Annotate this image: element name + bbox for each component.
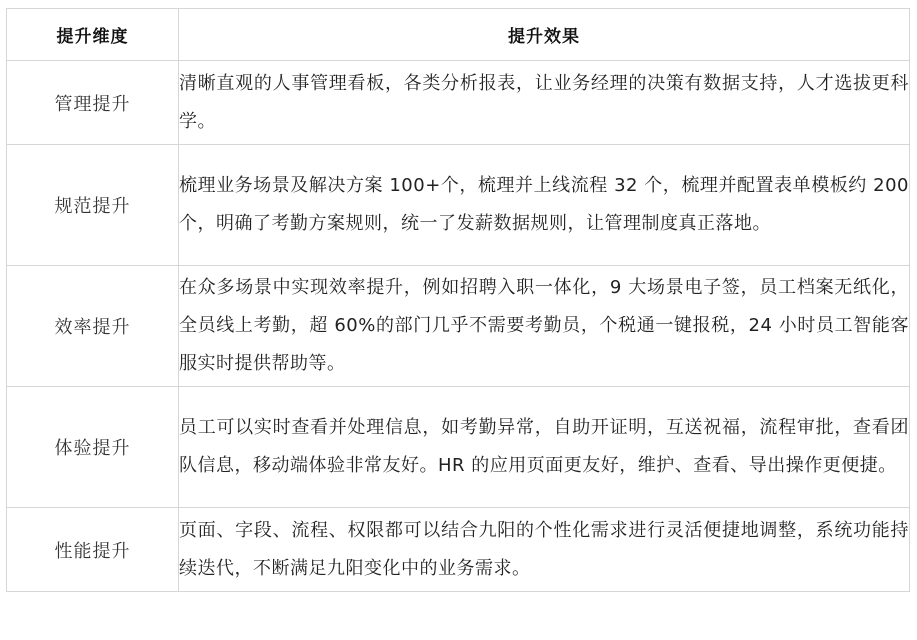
table-row [7, 145, 910, 266]
row-effect-cell: 清晰直观的人事管理看板，各类分析报表，让业务经理的决策有数据支持，人才选拔更科学。 [179, 61, 910, 145]
row-dimension-cell: 性能提升 [7, 508, 179, 592]
table-header-row [7, 9, 910, 61]
row-effect-cell: 在众多场景中实现效率提升，例如招聘入职一体化，9 大场景电子签，员工档案无纸化，全员线上考勤，超 60%的部门几乎不需要考勤员，个税通一键报税，24 小时员工智能客服实时提供帮助等。 [179, 266, 910, 387]
header-effect: 提升效果 [179, 9, 910, 61]
row-dimension-cell: 体验提升 [7, 387, 179, 508]
row-dimension-cell: 管理提升 [7, 61, 179, 145]
table-row [7, 266, 910, 387]
improvement-table-container [6, 8, 909, 592]
table-row [7, 508, 910, 592]
row-effect-cell: 梳理业务场景及解决方案 100+个，梳理并上线流程 32 个，梳理并配置表单模板约 200 个，明确了考勤方案规则，统一了发薪数据规则，让管理制度真正落地。 [179, 145, 910, 266]
row-dimension-cell: 效率提升 [7, 266, 179, 387]
table-row [7, 61, 910, 145]
header-dimension: 提升维度 [7, 9, 179, 61]
row-dimension-cell: 规范提升 [7, 145, 179, 266]
improvement-table [6, 8, 910, 592]
row-effect-cell: 员工可以实时查看并处理信息，如考勤异常，自助开证明，互送祝福，流程审批，查看团队信息，移动端体验非常友好。HR 的应用页面更友好，维护、查看、导出操作更便捷。 [179, 387, 910, 508]
table-row [7, 387, 910, 508]
row-effect-cell: 页面、字段、流程、权限都可以结合九阳的个性化需求进行灵活便捷地调整，系统功能持续迭代，不断满足九阳变化中的业务需求。 [179, 508, 910, 592]
